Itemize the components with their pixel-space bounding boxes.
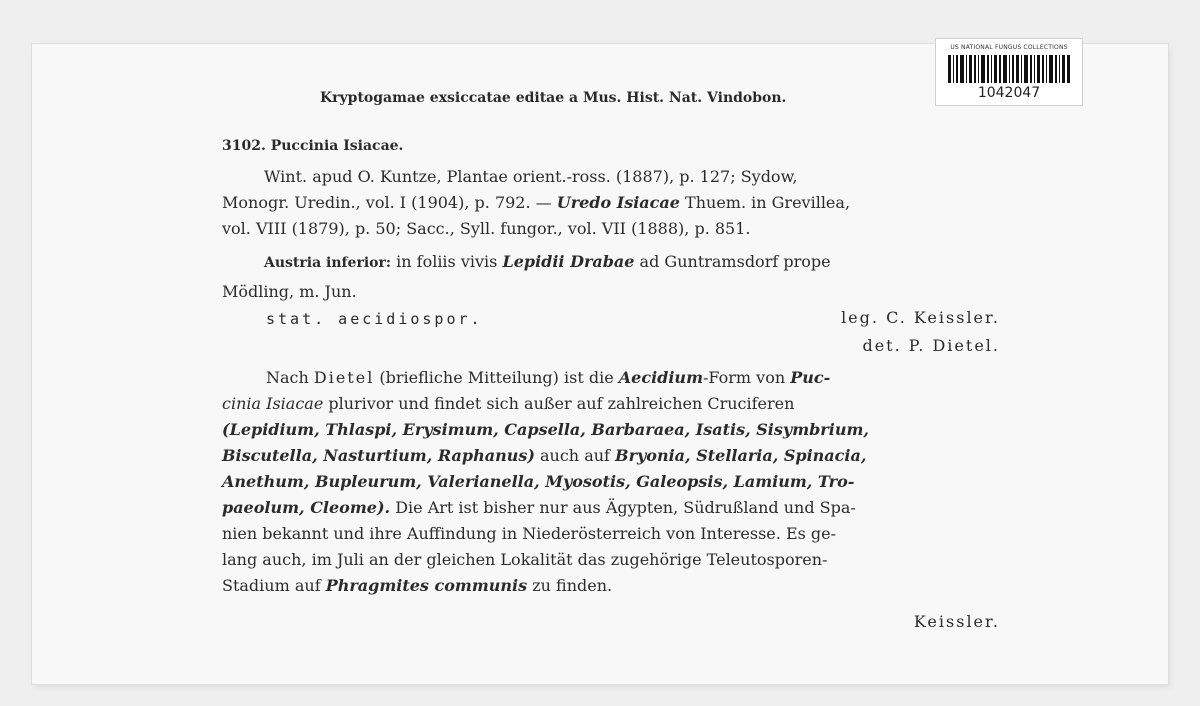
note-taxon: Puc- (790, 368, 831, 387)
note-text: plurivor und findet sich außer auf zahlreichen Cruciferen (323, 394, 795, 413)
locality-text: in foliis vivis (391, 252, 503, 271)
note-text: Nach (266, 368, 314, 387)
note-line-5: Anethum, Bupleurum, Valerianella, Myosotis, Galeopsis, Lamium, Tro- (222, 472, 855, 491)
locality-line-2: Mödling, m. Jun. (222, 282, 357, 301)
barcode-icon (948, 55, 1070, 83)
note-text: Stadium auf (222, 576, 326, 595)
note-taxon: Phragmites communis (325, 576, 528, 595)
citation-text: Thuem. in Grevillea, (679, 193, 851, 212)
determiner: det. P. Dietel. (862, 336, 1000, 355)
note-line-9 (222, 576, 612, 595)
citation-line-3: vol. VIII (1879), p. 50; Sacc., Syll. fungor., vol. VII (1888), p. 851. (222, 219, 751, 238)
note-text: (briefliche Mitteilung) ist die (374, 368, 619, 387)
note-taxon: Aecidium (618, 368, 703, 387)
note-line-7: nien bekannt und ihre Auffindung in Niederösterreich von Interesse. Es ge- (222, 524, 837, 543)
note-author: Dietel (313, 368, 375, 387)
citation-line-1: Wint. apud O. Kuntze, Plantae orient.-ross. (1887), p. 127; Sydow, (264, 167, 798, 186)
barcode-collection-title: US NATIONAL FUNGUS COLLECTIONS (950, 44, 1068, 51)
citation-taxon: Uredo Isiacae (556, 193, 680, 212)
signature: Keissler. (913, 612, 1000, 631)
citation-text: Monogr. Uredin., vol. I (1904), p. 792. — (222, 193, 557, 212)
note-text: zu finden. (527, 576, 613, 595)
note-text: auch auf (534, 446, 616, 465)
note-taxon: cinia Isiacae (222, 394, 324, 413)
stage-note: stat. aecidiospor. (266, 310, 483, 328)
collector: leg. C. Keissler. (841, 308, 1000, 327)
species-title: 3102. Puccinia Isiacae. (222, 138, 404, 154)
citation-line-2 (222, 193, 850, 212)
note-line-2 (222, 394, 794, 413)
locality-region: Austria inferior: (264, 255, 392, 271)
barcode-number: 1042047 (977, 85, 1041, 101)
note-taxon: paeolum, Cleome). (222, 498, 391, 517)
host-taxon: Lepidii Drabae (502, 252, 635, 271)
locality-line-1 (264, 252, 831, 271)
note-line-6 (222, 498, 856, 517)
note-line-8: lang auch, im Juli an der gleichen Lokalität das zugehörige Teleutosporen- (222, 550, 828, 569)
note-taxon: Bryonia, Stellaria, Spinacia, (615, 446, 867, 465)
note-text: Die Art ist bisher nur aus Ägypten, Südrußland und Spa- (390, 498, 856, 517)
note-line-1 (266, 368, 830, 387)
note-taxon: Biscutella, Nasturtium, Raphanus) (222, 446, 535, 465)
note-line-4 (222, 446, 866, 465)
note-text: -Form von (703, 368, 791, 387)
locality-text: ad Guntramsdorf prope (634, 252, 831, 271)
note-line-3: (Lepidium, Thlaspi, Erysimum, Capsella, Barbaraea, Isatis, Sisymbrium, (222, 420, 869, 439)
exsiccata-series-heading: Kryptogamae exsiccatae editae a Mus. Hist. Nat. Vindobon. (320, 90, 787, 106)
